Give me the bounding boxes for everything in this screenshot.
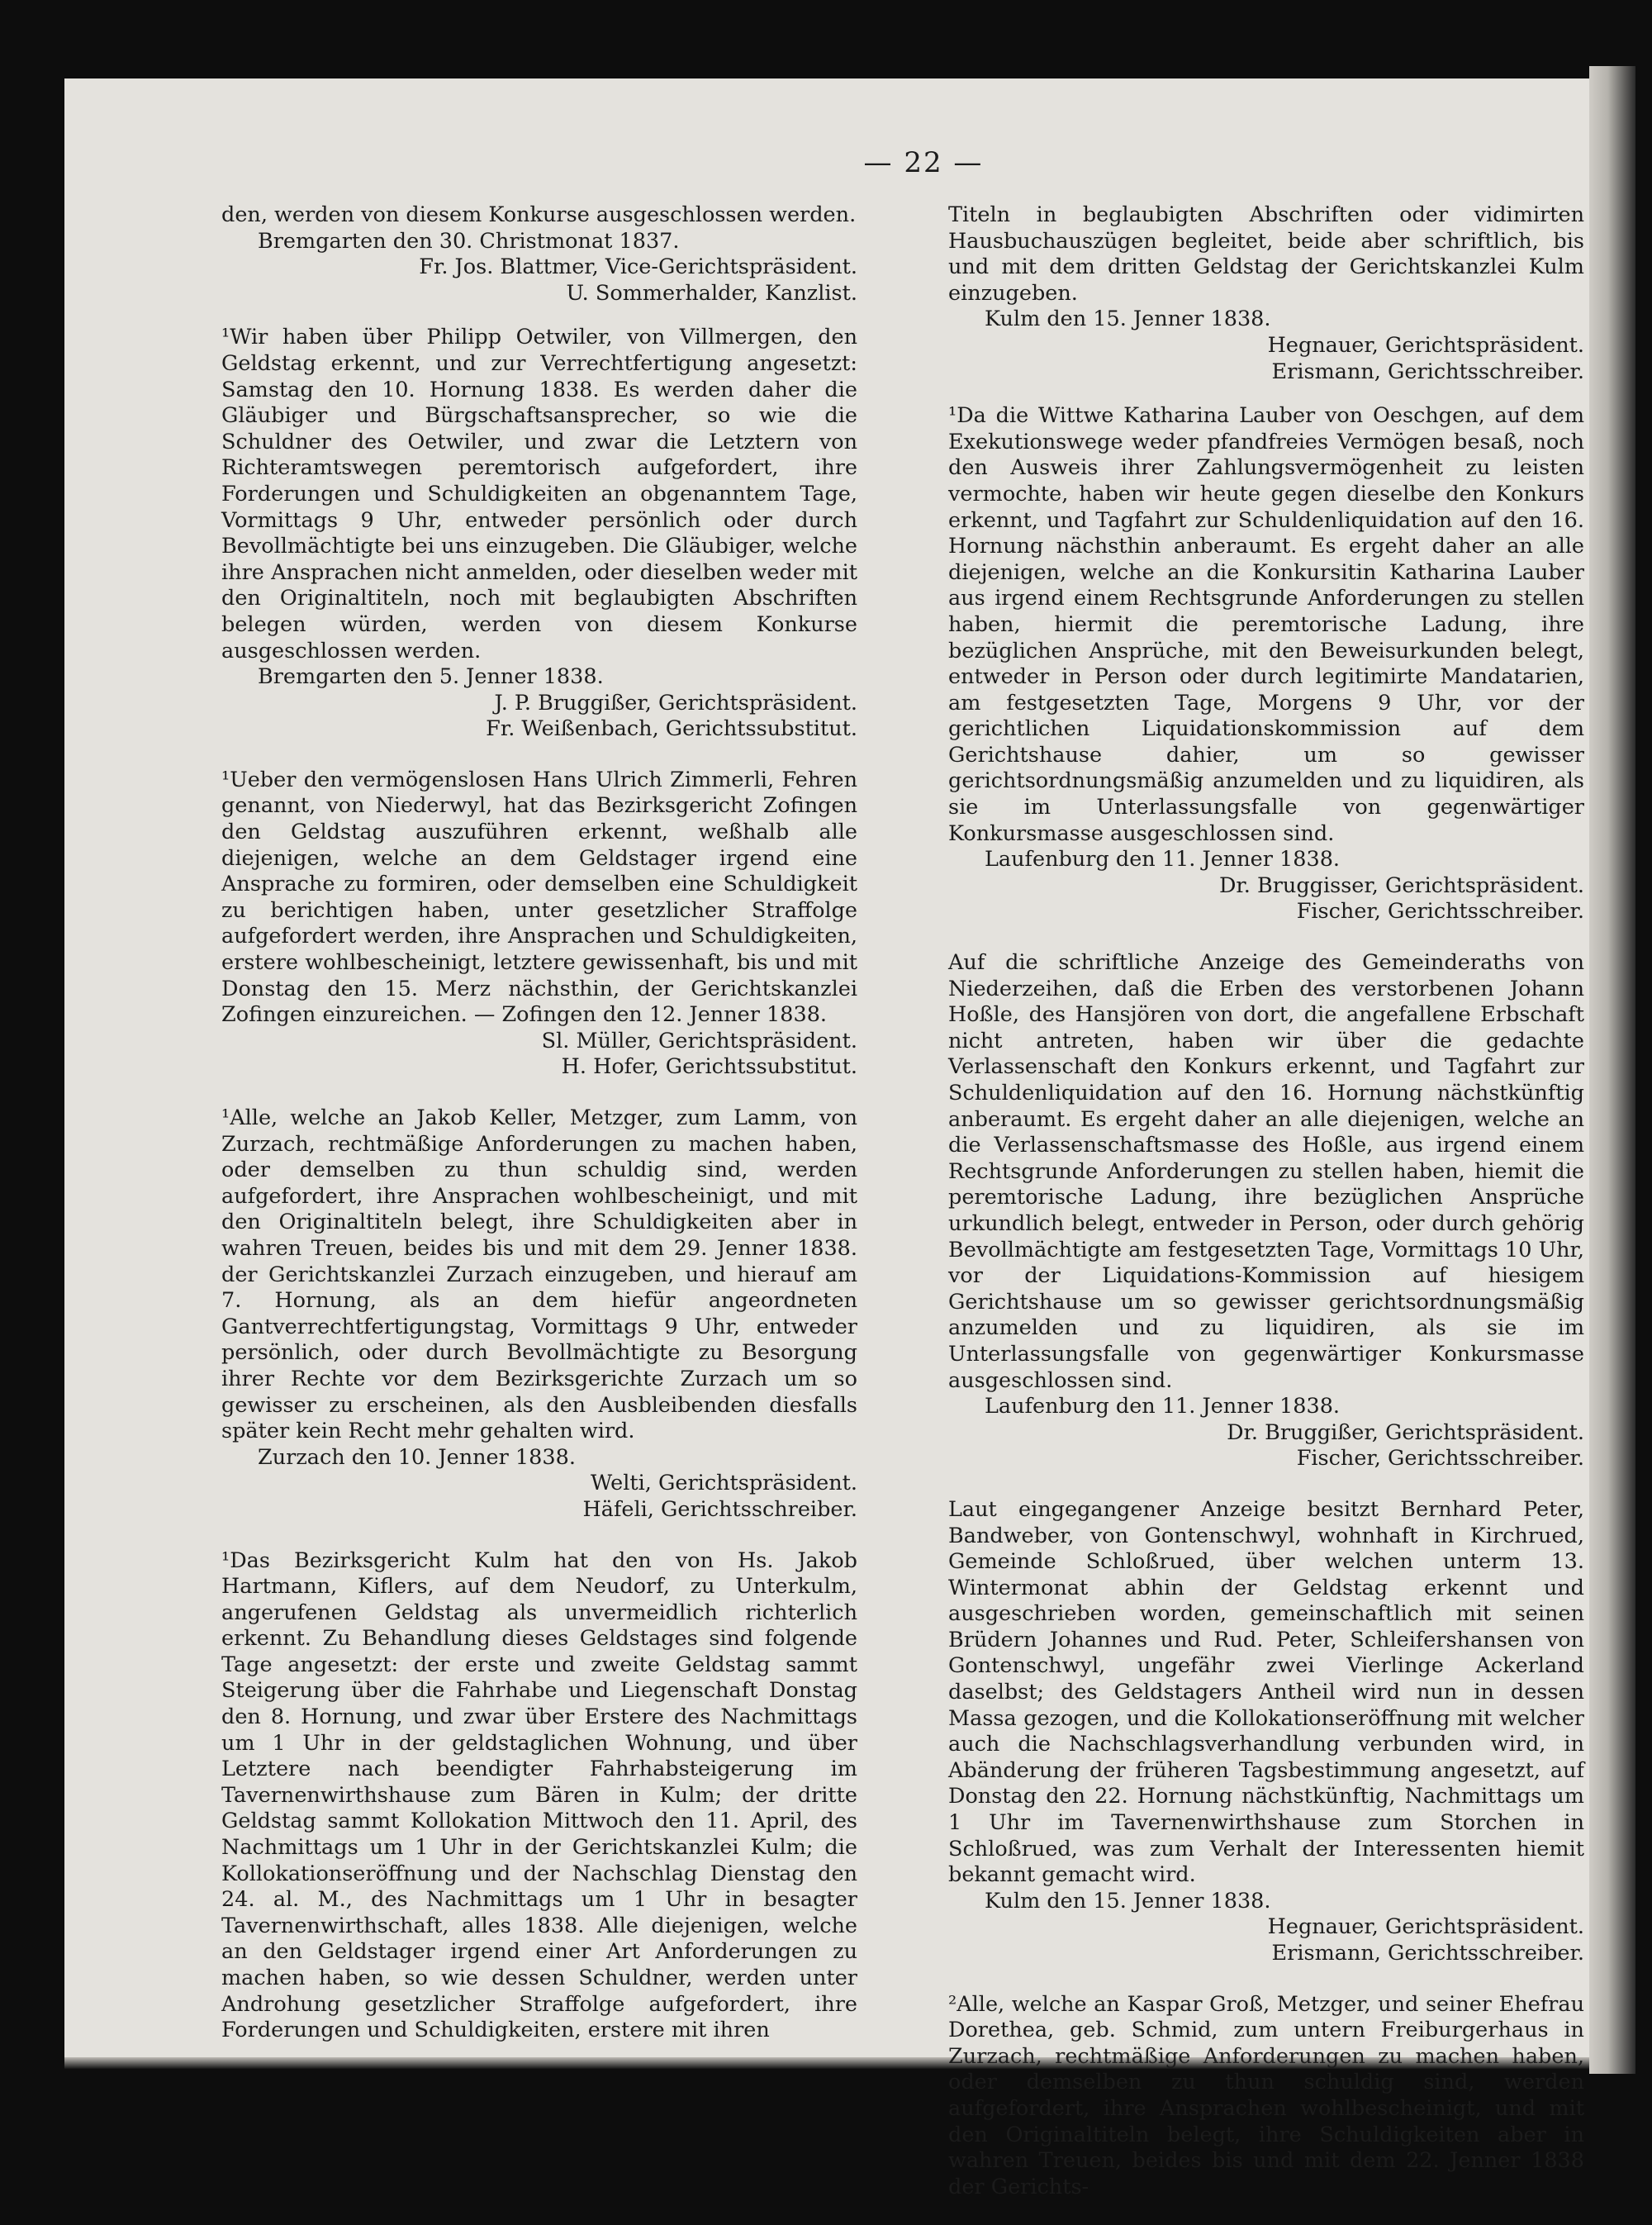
notice bbox=[221, 325, 857, 743]
notice bbox=[221, 768, 857, 1081]
notice-text: ²Alle, welche an Kaspar Groß, Metzger, und seiner Ehefrau Dorethea, geb. Schmid, zum untern Freiburgerhaus in Zurzach, rechtmäßige Anforderungen zu machen haben, oder demselben zu thun schuldig sind, werden aufgefordert, ihre Ansprachen wohlbescheinigt, und mit den Originaltiteln belegt, ihre Schuldigkeiten aber in wahren Treuen, beides bis und mit dem 22. Jenner 1838 der Gerichts- bbox=[948, 1991, 1584, 2199]
notice-signature: U. Sommerhalder, Kanzlist. bbox=[566, 280, 857, 306]
notice-place-date: Bremgarten den 30. Christmonat 1837. bbox=[258, 228, 680, 254]
notice bbox=[948, 202, 1584, 385]
notice-place-date: Laufenburg den 11. Jenner 1838. bbox=[985, 1394, 1341, 1419]
notice-signature: Häfeli, Gerichtsschreiber. bbox=[582, 1496, 857, 1522]
notice-signature: J. P. Bruggißer, Gerichtspräsident. bbox=[494, 690, 857, 716]
notice-signature: Dr. Bruggißer, Gerichtspräsident. bbox=[1227, 1419, 1584, 1445]
notice-place-date: Zurzach den 10. Jenner 1838. bbox=[258, 1444, 576, 1470]
notice-text: Laut eingegangener Anzeige besitzt Bernhard Peter, Bandweber, von Gontenschwyl, wohnhaft in Kirchrued, Gemeinde Schloßrued, über welchen unterm 13. Wintermonat abhin der Geldstag erkennt und ausgeschrieben worden, gemeinschaftlich mit seinen Brüdern Johannes und Rud. Peter, Schleifershansen von Gontenschwyl, ungefähr zwei Vierlinge Ackerland daselbst; des Geldstagers Antheil wird nun in dessen Massa gezogen, und die Kollokationseröffnung mit welcher auch die Nachschlagsverhandlung verbunden wird, in Abänderung der früheren Tagsbestimmung angesetzt, auf Donstag den 22. Hornung nächstkünftig, Nachmittags um 1 Uhr im Tavernenwirthshause zum Storchen in Schloßrued, was zum Verhalt der Interessenten hiemit bekannt gemacht wird. bbox=[948, 1496, 1584, 1888]
notice-signature: Erismann, Gerichtsschreiber. bbox=[1271, 359, 1584, 384]
notice-signature: Welti, Gerichtspräsident. bbox=[591, 1471, 857, 1496]
notice-text: ¹Alle, welche an Jakob Keller, Metzger, zum Lamm, von Zurzach, rechtmäßige Anforderungen zu machen haben, oder demselben zu thun schuldig sind, werden aufgefordert, ihre Ansprachen wohlbescheinigt, und mit den Originaltiteln belegt, ihre Schuldigkeiten aber in wahren Treuen, beides bis und mit dem 29. Jenner 1838. der Gerichtskanzlei Zurzach einzugeben, und hierauf am 7. Hornung, als an dem hiefür angeordneten Gantverrechtfertigungstag, Vormittags 9 Uhr, entweder persönlich, oder durch Bevollmächtigte zu Besorgung ihrer Rechte vor dem Bezirksgerichte Zurzach um so gewisser zu erscheinen, als den Ausbleibenden diesfalls später kein Recht mehr gehalten wird. bbox=[221, 1105, 857, 1444]
notice bbox=[948, 950, 1584, 1472]
notice-signature: Dr. Bruggisser, Gerichtspräsident. bbox=[1218, 872, 1584, 898]
notice-text: Titeln in beglaubigten Abschriften oder vidimirten Hausbuchauszügen begleitet, beide aber schriftlich, bis und mit dem dritten Geldstag der Gerichtskanzlei Kulm einzugeben. bbox=[948, 202, 1584, 306]
page-edge bbox=[1589, 66, 1635, 2074]
notice bbox=[221, 1548, 857, 2044]
right-column bbox=[948, 202, 1584, 2225]
notice-text: den, werden von diesem Konkurse ausgeschlossen werden. bbox=[221, 202, 857, 227]
notice bbox=[221, 1105, 857, 1524]
notice-text: ¹Da die Wittwe Katharina Lauber von Oeschgen, auf dem Exekutionswege weder pfandfreies Vermögen besaß, noch den Ausweis ihrer Zahlungsvermögenheit zu leisten vermochte, haben wir heute gegen dieselbe den Konkurs erkennt, und Tagfahrt zur Schuldenliquidation auf den 16. Hornung nächsthin anberaumt. Es ergeht daher an alle diejenigen, welche an die Konkursitin Katharina Lauber aus irgend einem Rechtsgrunde Anforderungen zu stellen haben, hiermit die peremtorische Ladung, ihre bezüglichen Ansprüche, mit den Beweisurkunden belegt, entweder in Person oder durch legitimirte Mandatarien, am festgesetzten Tage, Morgens 9 Uhr, vor der gerichtlichen Liquidationskommission auf dem Gerichtshause dahier, um so gewisser gerichtsordnungsmäßig anzumelden und zu liquidiren, als sie im Unterlassungsfalle von gegenwärtiger Konkursmasse ausgeschlossen sind. bbox=[948, 403, 1584, 846]
page-number: — 22 — bbox=[863, 146, 984, 179]
notice-place-date: Bremgarten den 5. Jenner 1838. bbox=[258, 664, 604, 690]
newspaper-page bbox=[64, 78, 1589, 2199]
notice-text: ¹Wir haben über Philipp Oetwiler, von Villmergen, den Geldstag erkennt, und zur Verrechtfertigung angesetzt: Samstag den 10. Hornung 1838. Es werden daher die Gläubiger und Bürgschaftsansprecher, so wie die Schuldner des Oetwiler, und zwar die Letztern von Richteramtswegen peremtorisch aufgefordert, ihre Forderungen und Schuldigkeiten an obgenanntem Tage, Vormittags 9 Uhr, entweder persönlich oder durch Bevollmächtigte bei uns einzugeben. Die Gläubiger, welche ihre Ansprachen nicht anmelden, oder dieselben weder mit den Originaltiteln, noch mit beglaubigten Abschriften belegen würden, werden von diesem Konkurse ausgeschlossen werden. bbox=[221, 325, 857, 663]
notice-place-date: Laufenburg den 11. Jenner 1838. bbox=[985, 847, 1341, 872]
notice-signature: Erismann, Gerichtsschreiber. bbox=[1271, 1941, 1584, 1966]
notice bbox=[221, 202, 857, 307]
notice-text: ¹Das Bezirksgericht Kulm hat den von Hs. Jakob Hartmann, Kiflers, auf dem Neudorf, zu Unterkulm, angerufenen Geldstag als unvermeidlich richterlich erkennt. Zu Behandlung dieses Geldstages sind folgende Tage angesetzt: der erste und zweite Geldstag sammt Steigerung über die Fahrhabe und Liegenschaft Donstag den 8. Hornung, und zwar über Erstere des Nachmittags um 1 Uhr in der geldstaglichen Wohnung, und über Letztere nach beendigter Fahrhabsteigerung im Tavernenwirthshause zum Bären in Kulm; der dritte Geldstag sammt Kollokation Mittwoch den 11. April, des Nachmittags um 1 Uhr in der Gerichtskanzlei Kulm; die Kollokationseröffnung und der Nachschlag Dienstag den 24. al. M., des Nachmittags um 1 Uhr in besagter Tavernenwirthschaft, alles 1838. Alle diejenigen, welche an den Geldstager irgend einer Art Anforderungen zu machen haben, so wie dessen Schuldner, werden unter Androhung gesetzlicher Straffolge aufgefordert, ihre Forderungen und Schuldigkeiten, erstere mit ihren bbox=[221, 1548, 857, 2043]
notice-signature: Sl. Müller, Gerichtspräsident. bbox=[541, 1028, 857, 1053]
notice bbox=[948, 1992, 1584, 2201]
notice bbox=[948, 1497, 1584, 1967]
notice-signature: Fischer, Gerichtsschreiber. bbox=[1296, 899, 1584, 925]
left-column bbox=[221, 202, 857, 2069]
notice-signature: Fr. Weißenbach, Gerichtssubstitut. bbox=[486, 716, 857, 742]
notice-signature: Fischer, Gerichtsschreiber. bbox=[1296, 1446, 1584, 1471]
notice-text: Auf die schriftliche Anzeige des Gemeinderaths von Niederzeihen, daß die Erben des verstorbenen Johann Hoßle, des Hansjören von dort, die angefallene Erbschaft nicht antreten, haben wir über die gedachte Verlassenschaft den Konkurs erkennt, und Tagfahrt zur Schuldenliquidation auf den 16. Hornung nächstkünftig anberaumt. Es ergeht daher an alle diejenigen, welche an die Verlassenschaftsmasse des Hoßle, aus irgend einem Rechtsgrunde Anforderungen zu stellen haben, hiemit die peremtorische Ladung, ihre bezüglichen Ansprüche urkundlich belegt, entweder in Person, oder durch gehörig Bevollmächtigte am festgesetzten Tage, Vormittags 10 Uhr, vor der Liquidations-Kommission auf hiesigem Gerichtshause um so gewisser gerichtsordnungsmäßig anzumelden und zu liquidiren, als sie im Unterlassungsfalle von gegenwärtiger Konkursmasse ausgeschlossen sind. bbox=[948, 950, 1584, 1393]
notice-place-date: Kulm den 15. Jenner 1838. bbox=[985, 1888, 1271, 1914]
notice-signature: Fr. Jos. Blattmer, Vice-Gerichtspräsident. bbox=[419, 254, 857, 280]
notice-signature: Hegnauer, Gerichtspräsident. bbox=[1267, 332, 1584, 358]
notice bbox=[948, 403, 1584, 925]
notice-place-date: Kulm den 15. Jenner 1838. bbox=[985, 307, 1271, 332]
notice-signature: H. Hofer, Gerichtssubstitut. bbox=[561, 1054, 857, 1080]
notice-signature: Hegnauer, Gerichtspräsident. bbox=[1267, 1914, 1584, 1940]
notice-text: ¹Ueber den vermögenslosen Hans Ulrich Zimmerli, Fehren genannt, von Niederwyl, hat das Bezirksgericht Zofingen den Geldstag auszuführen erkennt, weßhalb alle diejenigen, welche an dem Geldstager irgend eine Ansprache zu formiren, oder demselben eine Schuldigkeit zu berichtigen haben, unter gesetzlicher Straffolge aufgefordert werden, ihre Ansprachen und Schuldigkeiten, erstere wohlbescheinigt, letztere gewissenhaft, bis und mit Donstag den 15. Merz nächsthin, der Gerichtskanzlei Zofingen einzureichen. — Zofingen den 12. Jenner 1838. bbox=[221, 767, 857, 1028]
